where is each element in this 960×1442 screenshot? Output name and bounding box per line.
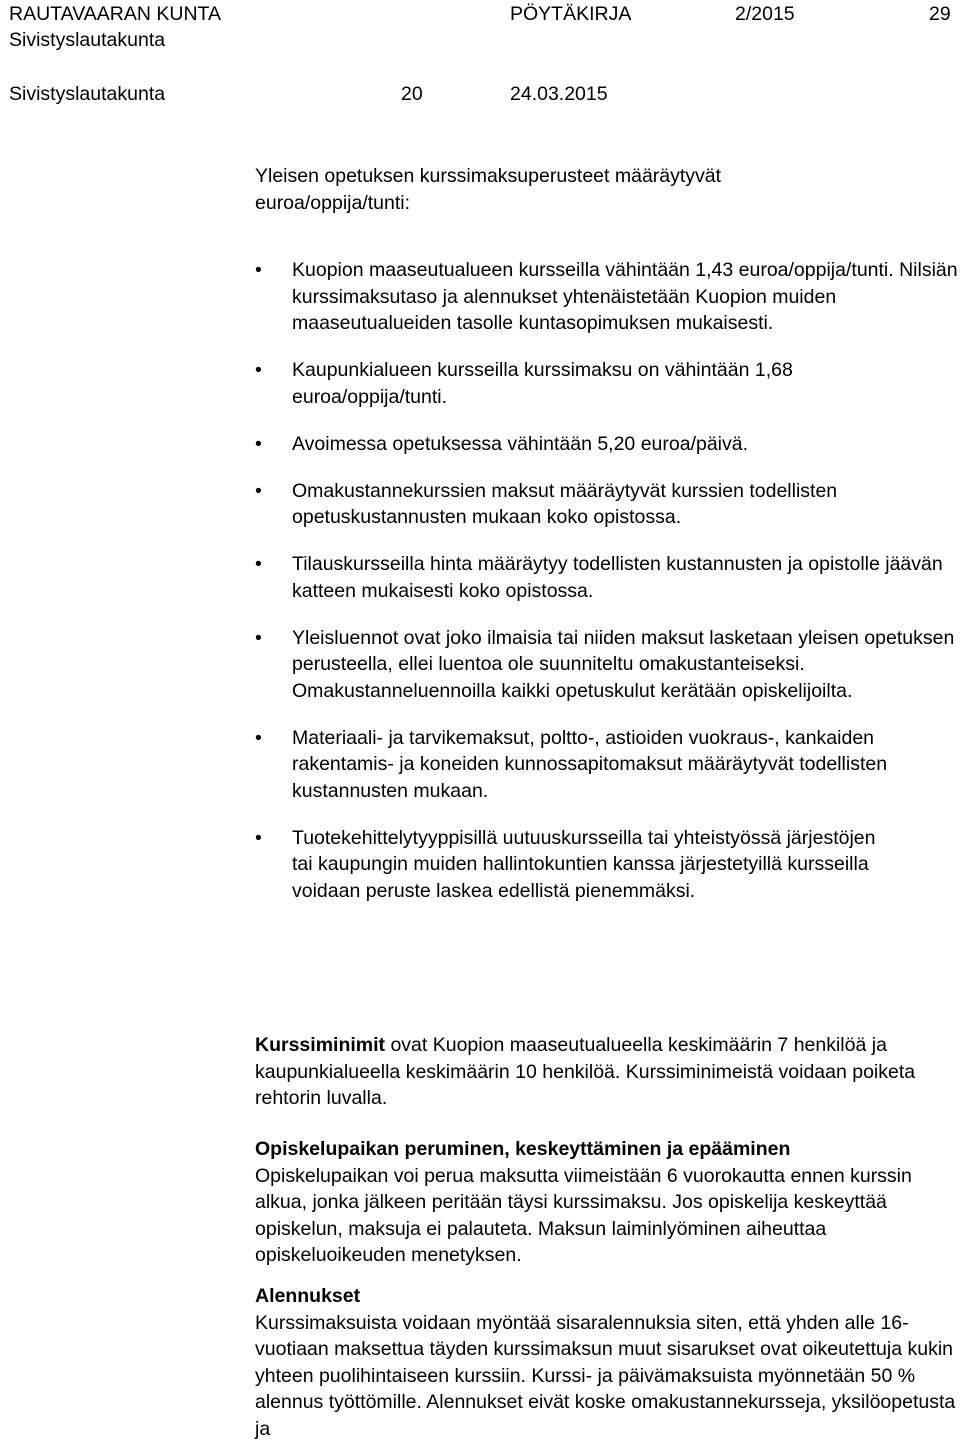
list-item: • Omakustannekurssien maksut määräytyvät kurssien todellisten opetuskustannusten mukaan koko opistossa. <box>255 478 960 531</box>
list-item: • Tilauskursseilla hinta määräytyy todellisten kustannusten ja opistolle jäävän katteen mukaisesti koko opistossa. <box>255 551 960 604</box>
document-number: 2/2015 <box>735 3 795 25</box>
list-item: • Kuopion maaseutualueen kursseilla vähintään 1,43 euroa/oppija/tunti. Nilsiän kurssimaksutaso ja alennukset yhtenäistetään Kuopion muiden maaseutualueiden tasolle kuntasopimuksen mukaisesti. <box>255 257 960 337</box>
document-type: PÖYTÄKIRJA <box>510 3 632 25</box>
list-item: • Tuotekehittelytyyppisillä uutuuskursseilla tai yhteistyössä järjestöjen tai kaupungin muiden hallintokuntien kanssa järjestetyillä kursseilla voidaan peruste laskea edellistä pienemmäksi. <box>255 825 960 905</box>
list-item: • Materiaali- ja tarvikemaksut, poltto-, astioiden vuokraus-, kankaiden rakentamis- ja koneiden kunnossapitomaksut määräytyvät todellisten kustannusten mukaan. <box>255 725 960 805</box>
committee-name-top: Sivistyslautakunta <box>9 29 166 51</box>
cancellation-text: Opiskelupaikan voi perua maksutta viimeistään 6 vuorokautta ennen kurssin alkua, jonka jälkeen peritään täysi kurssimaksu. Jos opiskelija keskeyttää opiskelun, maksuja ei palauteta. Maksun laiminlyöminen aiheuttaa opiskeluoikeuden menetyksen. <box>255 1164 912 1266</box>
intro-paragraph: Yleisen opetuksen kurssimaksuperusteet määräytyvät euroa/oppija/tunti: <box>255 165 722 214</box>
meeting-date: 24.03.2015 <box>510 83 608 105</box>
minimums-paragraph <box>255 1032 960 1112</box>
minimums-text: ovat Kuopion maaseutualueella keskimäärin 7 henkilöä ja kaupunkialueella keskimäärin 10 henkilöä. Kurssiminimeistä voidaan poiketa rehtorin luvalla. <box>255 1034 916 1109</box>
discounts-heading: Alennukset <box>255 1285 361 1307</box>
list-item: • Kaupunkialueen kursseilla kurssimaksu on vähintään 1,68 euroa/oppija/tunti. <box>255 357 960 410</box>
list-item: • Avoimessa opetuksessa vähintään 5,20 euroa/päivä. <box>255 431 960 458</box>
page-number: 29 <box>929 3 951 25</box>
fee-bullet-list <box>255 257 960 925</box>
section-number: 20 <box>401 83 423 105</box>
discounts-section <box>255 1283 960 1442</box>
committee-name: Sivistyslautakunta <box>9 83 166 105</box>
cancellation-section <box>255 1136 960 1269</box>
list-item: • Yleisluennot ovat joko ilmaisia tai niiden maksut lasketaan yleisen opetuksen perusteella, ellei luentoa ole suunniteltu omakustanteiseksi. Omakustanneluennoilla kaikki opetuskulut kerätään opiskelijoilta. <box>255 625 960 705</box>
discounts-text: Kurssimaksuista voidaan myöntää sisaralennuksia siten, että yhden alle 16-vuotiaan maksettua täyden kurssimaksun muut sisarukset ovat oikeutettuja kukin yhteen puolihintaiseen kurssiin. Kurssi- ja päivämaksuista myönnetään 50 % alennus työttömille. Alennukset eivät koske omakustannekursseja, yksilöopetusta ja <box>255 1311 956 1440</box>
organization-name: RAUTAVAARAN KUNTA <box>9 3 221 25</box>
minimums-heading: Kurssiminimit <box>255 1034 386 1056</box>
cancellation-heading: Opiskelupaikan peruminen, keskeyttäminen ja epääminen <box>255 1138 791 1160</box>
